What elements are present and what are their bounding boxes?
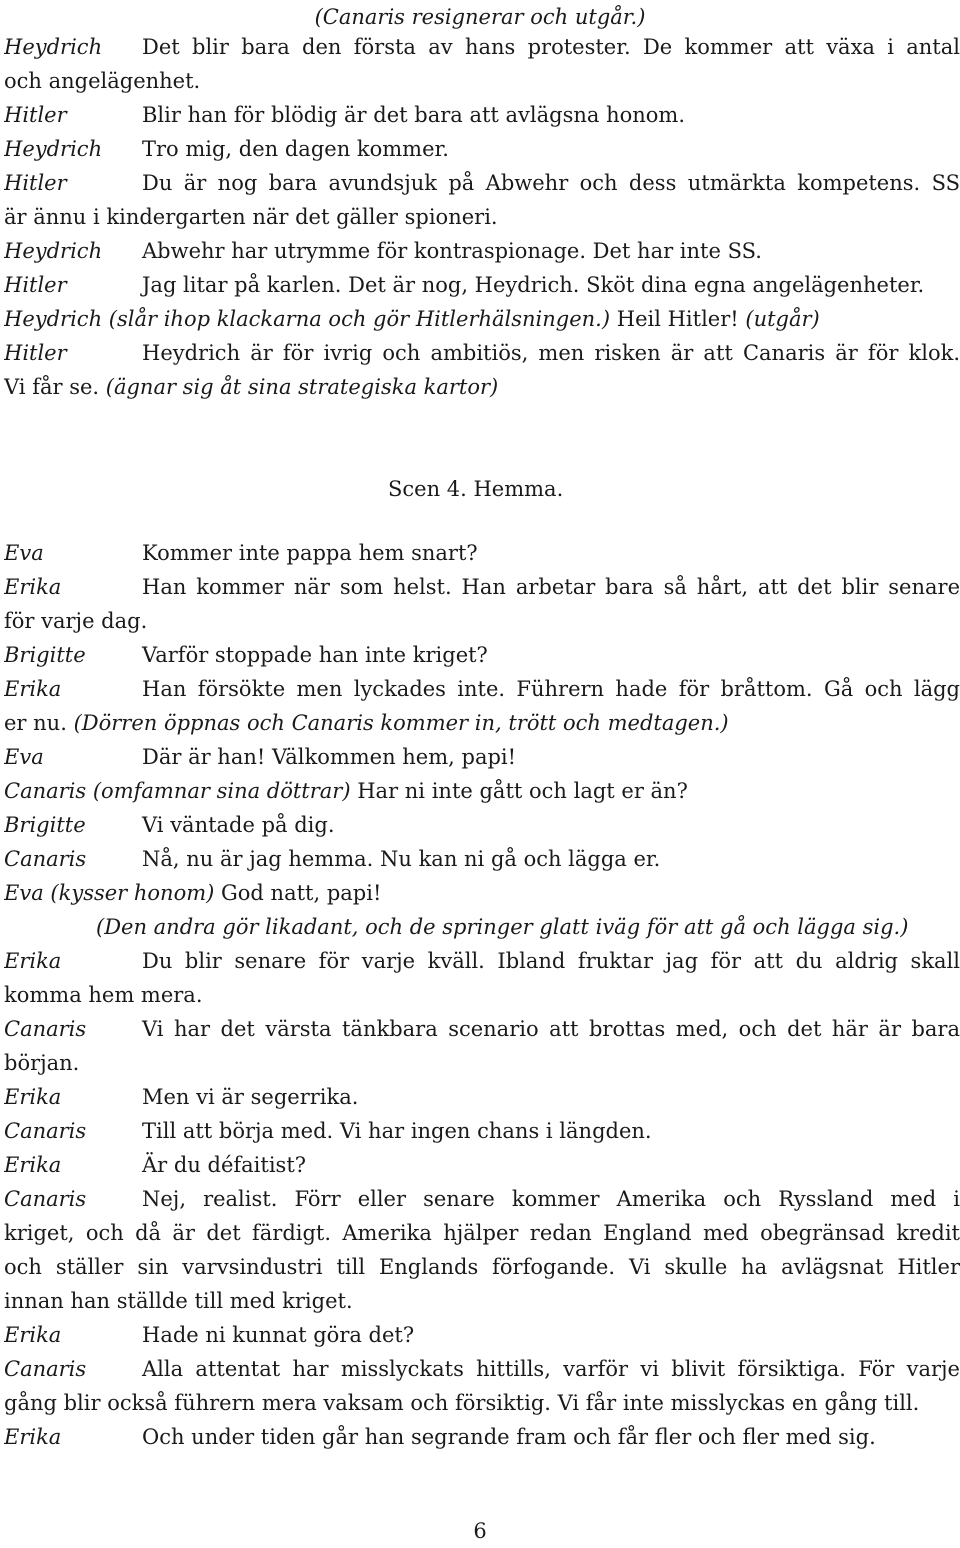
dialogue-line: [4, 268, 960, 302]
dialogue-line: [4, 672, 960, 706]
speaker-name: Heydrich: [4, 307, 103, 331]
speaker-name: Hitler: [4, 273, 67, 297]
dialogue-text: Vi har det värsta tänkbara scenario att brottas med, och det här är bara: [142, 1017, 960, 1041]
speaker-name: Erika: [4, 1425, 62, 1449]
dialogue-text: Du blir senare för varje kväll. Ibland fruktar jag för att du aldrig skall: [142, 949, 960, 973]
stage-direction: [96, 910, 960, 944]
direction-text: (Canaris resignerar och utgår.): [314, 5, 646, 29]
dialogue-continuation: [4, 706, 960, 740]
dialogue-text: Det blir bara den första av hans protester. De kommer att växa i antal: [142, 35, 960, 59]
dialogue-text: och angelägenhet.: [4, 69, 201, 93]
dialogue-text: Tro mig, den dagen kommer.: [142, 137, 449, 161]
dialogue-text: Vi väntade på dig.: [142, 813, 335, 837]
dialogue-line: [4, 302, 960, 336]
dialogue-text: Men vi är segerrika.: [142, 1085, 359, 1109]
speaker-name: Eva: [4, 745, 44, 769]
dialogue-text: Alla attentat har misslyckats hittills, varför vi blivit försiktiga. För varje: [142, 1357, 960, 1381]
dialogue-continuation: [4, 370, 960, 404]
dialogue-line: [4, 166, 960, 200]
dialogue-text: komma hem mera.: [4, 983, 203, 1007]
dialogue-text: Där är han! Välkommen hem, papi!: [142, 745, 517, 769]
dialogue-line: [4, 1318, 960, 1352]
dialogue-line: [4, 536, 960, 570]
dialogue-line: [4, 1352, 960, 1386]
dialogue-continuation: [4, 200, 960, 234]
speaker-name: Erika: [4, 949, 62, 973]
dialogue-line: [4, 132, 960, 166]
dialogue-line: [4, 1012, 960, 1046]
dialogue-continuation: [4, 1046, 960, 1080]
speaker-name: Canaris: [4, 847, 87, 871]
dialogue-text: innan han ställde till med kriget.: [4, 1289, 353, 1313]
speaker-name: Erika: [4, 1085, 62, 1109]
speaker-name: Hitler: [4, 171, 67, 195]
dialogue-continuation: [4, 64, 960, 98]
dialogue-line: [4, 1080, 960, 1114]
scene-heading: Scen 4. Hemma.: [388, 477, 564, 501]
dialogue-line: [4, 638, 960, 672]
dialogue-line: [4, 808, 960, 842]
speaker-name: Canaris: [4, 1187, 87, 1211]
speaker-name: Eva: [4, 881, 44, 905]
dialogue-text: Och under tiden går han segrande fram och får fler och fler med sig.: [142, 1425, 876, 1449]
dialogue-line: [4, 774, 960, 808]
dialogue-text: Nå, nu är jag hemma. Nu kan ni gå och lägga er.: [142, 847, 661, 871]
dialogue-continuation: [4, 978, 960, 1012]
speaker-name: Hitler: [4, 341, 67, 365]
dialogue-text: kriget, och då är det färdigt. Amerika hjälper redan England med obegränsad kredit: [4, 1221, 960, 1245]
speaker-name: Canaris: [4, 1357, 87, 1381]
dialogue-line: [4, 570, 960, 604]
dialogue-text: Nej, realist. Förr eller senare kommer Amerika och Ryssland med i: [142, 1187, 960, 1211]
speaker-name: Hitler: [4, 103, 67, 127]
speaker-name: Canaris: [4, 779, 87, 803]
dialogue-text: och ställer sin varvsindustri till Englands förfogande. Vi skulle ha avlägsnat Hitler: [4, 1255, 960, 1279]
dialogue-line: [4, 944, 960, 978]
stage-direction-inline: (slår ihop klackarna och gör Hitlerhälsningen.): [108, 307, 611, 331]
speaker-name: Erika: [4, 677, 62, 701]
dialogue-line: [4, 1148, 960, 1182]
dialogue-line: [4, 336, 960, 370]
speaker-name: Eva: [4, 541, 44, 565]
dialogue-text: Han kommer när som helst. Han arbetar bara så hårt, att det blir senare: [142, 575, 960, 599]
dialogue-line: [4, 1182, 960, 1216]
dialogue-line: [4, 30, 960, 64]
stage-direction-inline: (omfamnar sina döttrar): [92, 779, 351, 803]
dialogue-line: [4, 1420, 960, 1454]
dialogue-text: för varje dag.: [4, 609, 148, 633]
stage-direction: [0, 0, 960, 34]
dialogue-text: Du är nog bara avundsjuk på Abwehr och dess utmärkta kompetens. SS: [142, 171, 960, 195]
direction-text: (Den andra gör likadant, och de springer glatt iväg för att gå och lägga sig.): [96, 915, 909, 939]
dialogue-continuation: [4, 1216, 960, 1250]
dialogue-text: Hade ni kunnat göra det?: [142, 1323, 415, 1347]
speaker-name: Erika: [4, 575, 62, 599]
stage-direction-inline: (kysser honom): [50, 881, 215, 905]
dialogue-text: Varför stoppade han inte kriget?: [142, 643, 488, 667]
dialogue-text: Vi får se.: [4, 375, 100, 399]
dialogue-continuation: [4, 1250, 960, 1284]
stage-direction-inline: (ägnar sig åt sina strategiska kartor): [105, 375, 499, 399]
dialogue-text: Kommer inte pappa hem snart?: [142, 541, 478, 565]
stage-direction-inline: (utgår): [745, 307, 820, 331]
dialogue-continuation: [4, 604, 960, 638]
dialogue-line: [4, 98, 960, 132]
dialogue-line: [4, 234, 960, 268]
dialogue-line: [4, 842, 960, 876]
dialogue-text: Är du défaitist?: [142, 1153, 307, 1177]
dialogue-text: Till att börja med. Vi har ingen chans i längden.: [142, 1119, 652, 1143]
dialogue-text: Heydrich är för ivrig och ambitiös, men risken är att Canaris är för klok.: [142, 341, 960, 365]
dialogue-text: Blir han för blödig är det bara att avlägsna honom.: [142, 103, 686, 127]
dialogue-text: Han försökte men lyckades inte. Führern hade för bråttom. Gå och lägg: [142, 677, 960, 701]
speaker-name: Brigitte: [4, 643, 86, 667]
dialogue-line: [4, 740, 960, 774]
dialogue-text: är ännu i kindergarten när det gäller spioneri.: [4, 205, 498, 229]
speaker-name: Canaris: [4, 1119, 87, 1143]
dialogue-text: gång blir också führern mera vaksam och försiktig. Vi får inte misslyckas en gång till.: [4, 1391, 920, 1415]
speaker-name: Heydrich: [4, 35, 103, 59]
dialogue-line: [4, 1114, 960, 1148]
dialogue-text: Har ni inte gått och lagt er än?: [357, 779, 688, 803]
dialogue-text: början.: [4, 1051, 80, 1075]
page-number: 6: [473, 1519, 487, 1543]
dialogue-text: Abwehr har utrymme för kontraspionage. Det har inte SS.: [142, 239, 762, 263]
stage-direction-inline: (Dörren öppnas och Canaris kommer in, trött och medtagen.): [73, 711, 729, 735]
speaker-name: Brigitte: [4, 813, 86, 837]
speaker-name: Erika: [4, 1323, 62, 1347]
dialogue-text: Heil Hitler!: [616, 307, 739, 331]
dialogue-continuation: [4, 1386, 960, 1420]
speaker-name: Canaris: [4, 1017, 87, 1041]
dialogue-text: Jag litar på karlen. Det är nog, Heydrich. Sköt dina egna angelägenheter.: [142, 273, 925, 297]
speaker-name: Heydrich: [4, 137, 103, 161]
dialogue-continuation: [4, 1284, 960, 1318]
dialogue-text: God natt, papi!: [221, 881, 382, 905]
dialogue-line: [4, 876, 960, 910]
dialogue-text: er nu.: [4, 711, 67, 735]
speaker-name: Heydrich: [4, 239, 103, 263]
speaker-name: Erika: [4, 1153, 62, 1177]
